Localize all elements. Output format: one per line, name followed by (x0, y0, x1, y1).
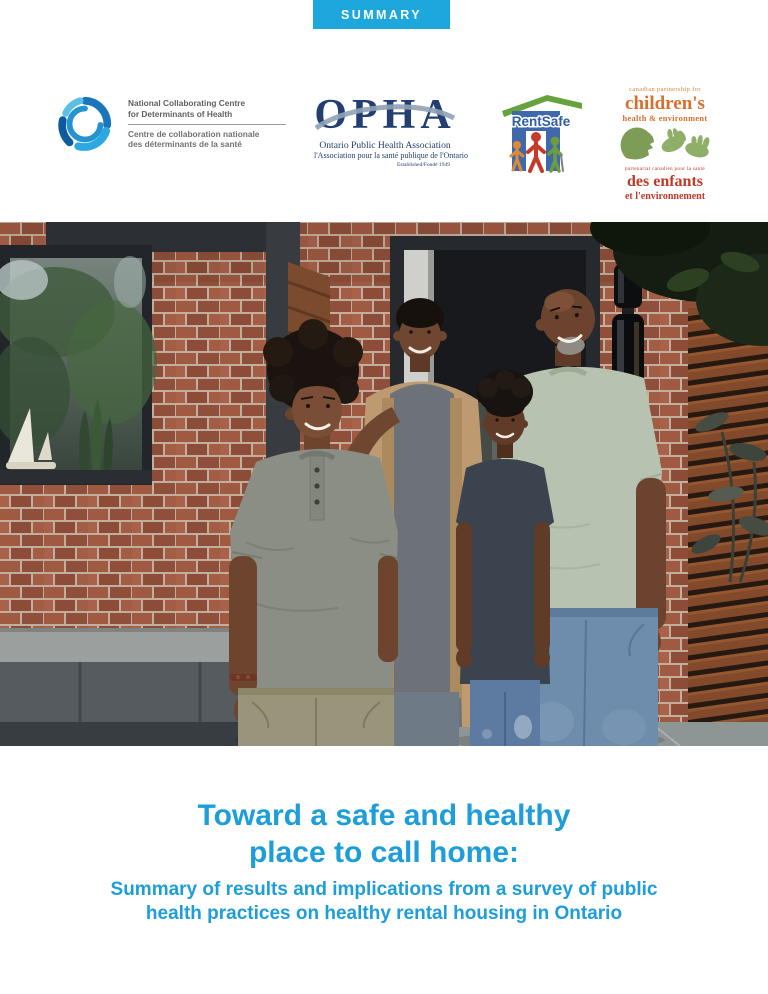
nccdh-logo-text (128, 98, 286, 149)
summary-banner: SUMMARY (313, 0, 450, 29)
cpche-logo (616, 86, 714, 203)
nccdh-swirl-icon (56, 95, 114, 153)
nccdh-name-en-line1: National Collaborating Centre (128, 98, 246, 109)
opha-logo (314, 92, 468, 168)
opha-acronym: OPHA (314, 92, 456, 138)
cpche-name-fr-sub: et l'environnement (624, 191, 706, 202)
rentsafe-logo (502, 85, 582, 173)
cpche-name-fr-big: des enfants (626, 173, 703, 190)
cover-photo (0, 222, 768, 746)
cover-title (0, 797, 768, 871)
rentsafe-wordmark: RentSafe (511, 114, 571, 129)
cpche-tagline-fr: partenariat canadien pour la santé (625, 166, 705, 172)
cover-subtitle-line2: health practices on healthy rental housing in Ontario (145, 903, 623, 924)
nccdh-name-en-line2: for Determinants of Health (128, 108, 233, 119)
front-window (0, 245, 157, 485)
opha-name-fr: l'Association pour la santé publique de l'Ontario (314, 151, 468, 160)
opha-established: Established/Fondé 1949 (396, 162, 450, 168)
cpche-child-and-hands-icon (618, 126, 714, 160)
cover-subtitle (0, 878, 768, 926)
rentsafe-adult-figure-icon (528, 132, 544, 171)
opha-name-en: Ontario Public Health Association (319, 140, 451, 151)
nccdh-name-fr-line2: des déterminants de la santé (128, 139, 242, 150)
cover-title-line1: Toward a safe and healthy (197, 799, 571, 832)
nccdh-name-fr-line1: Centre de collaboration nationale (128, 128, 260, 139)
cpche-name-en-big: children's (625, 93, 705, 114)
cover-subtitle-line1: Summary of results and implications from a survey of public (110, 879, 658, 900)
nccdh-divider (128, 124, 286, 125)
nccdh-logo (56, 95, 286, 153)
cpche-name-en-sub: health & environment (622, 114, 708, 123)
cover-title-line2: place to call home: (248, 836, 520, 869)
cpche-tagline-en: canadian partnership for (629, 86, 701, 93)
